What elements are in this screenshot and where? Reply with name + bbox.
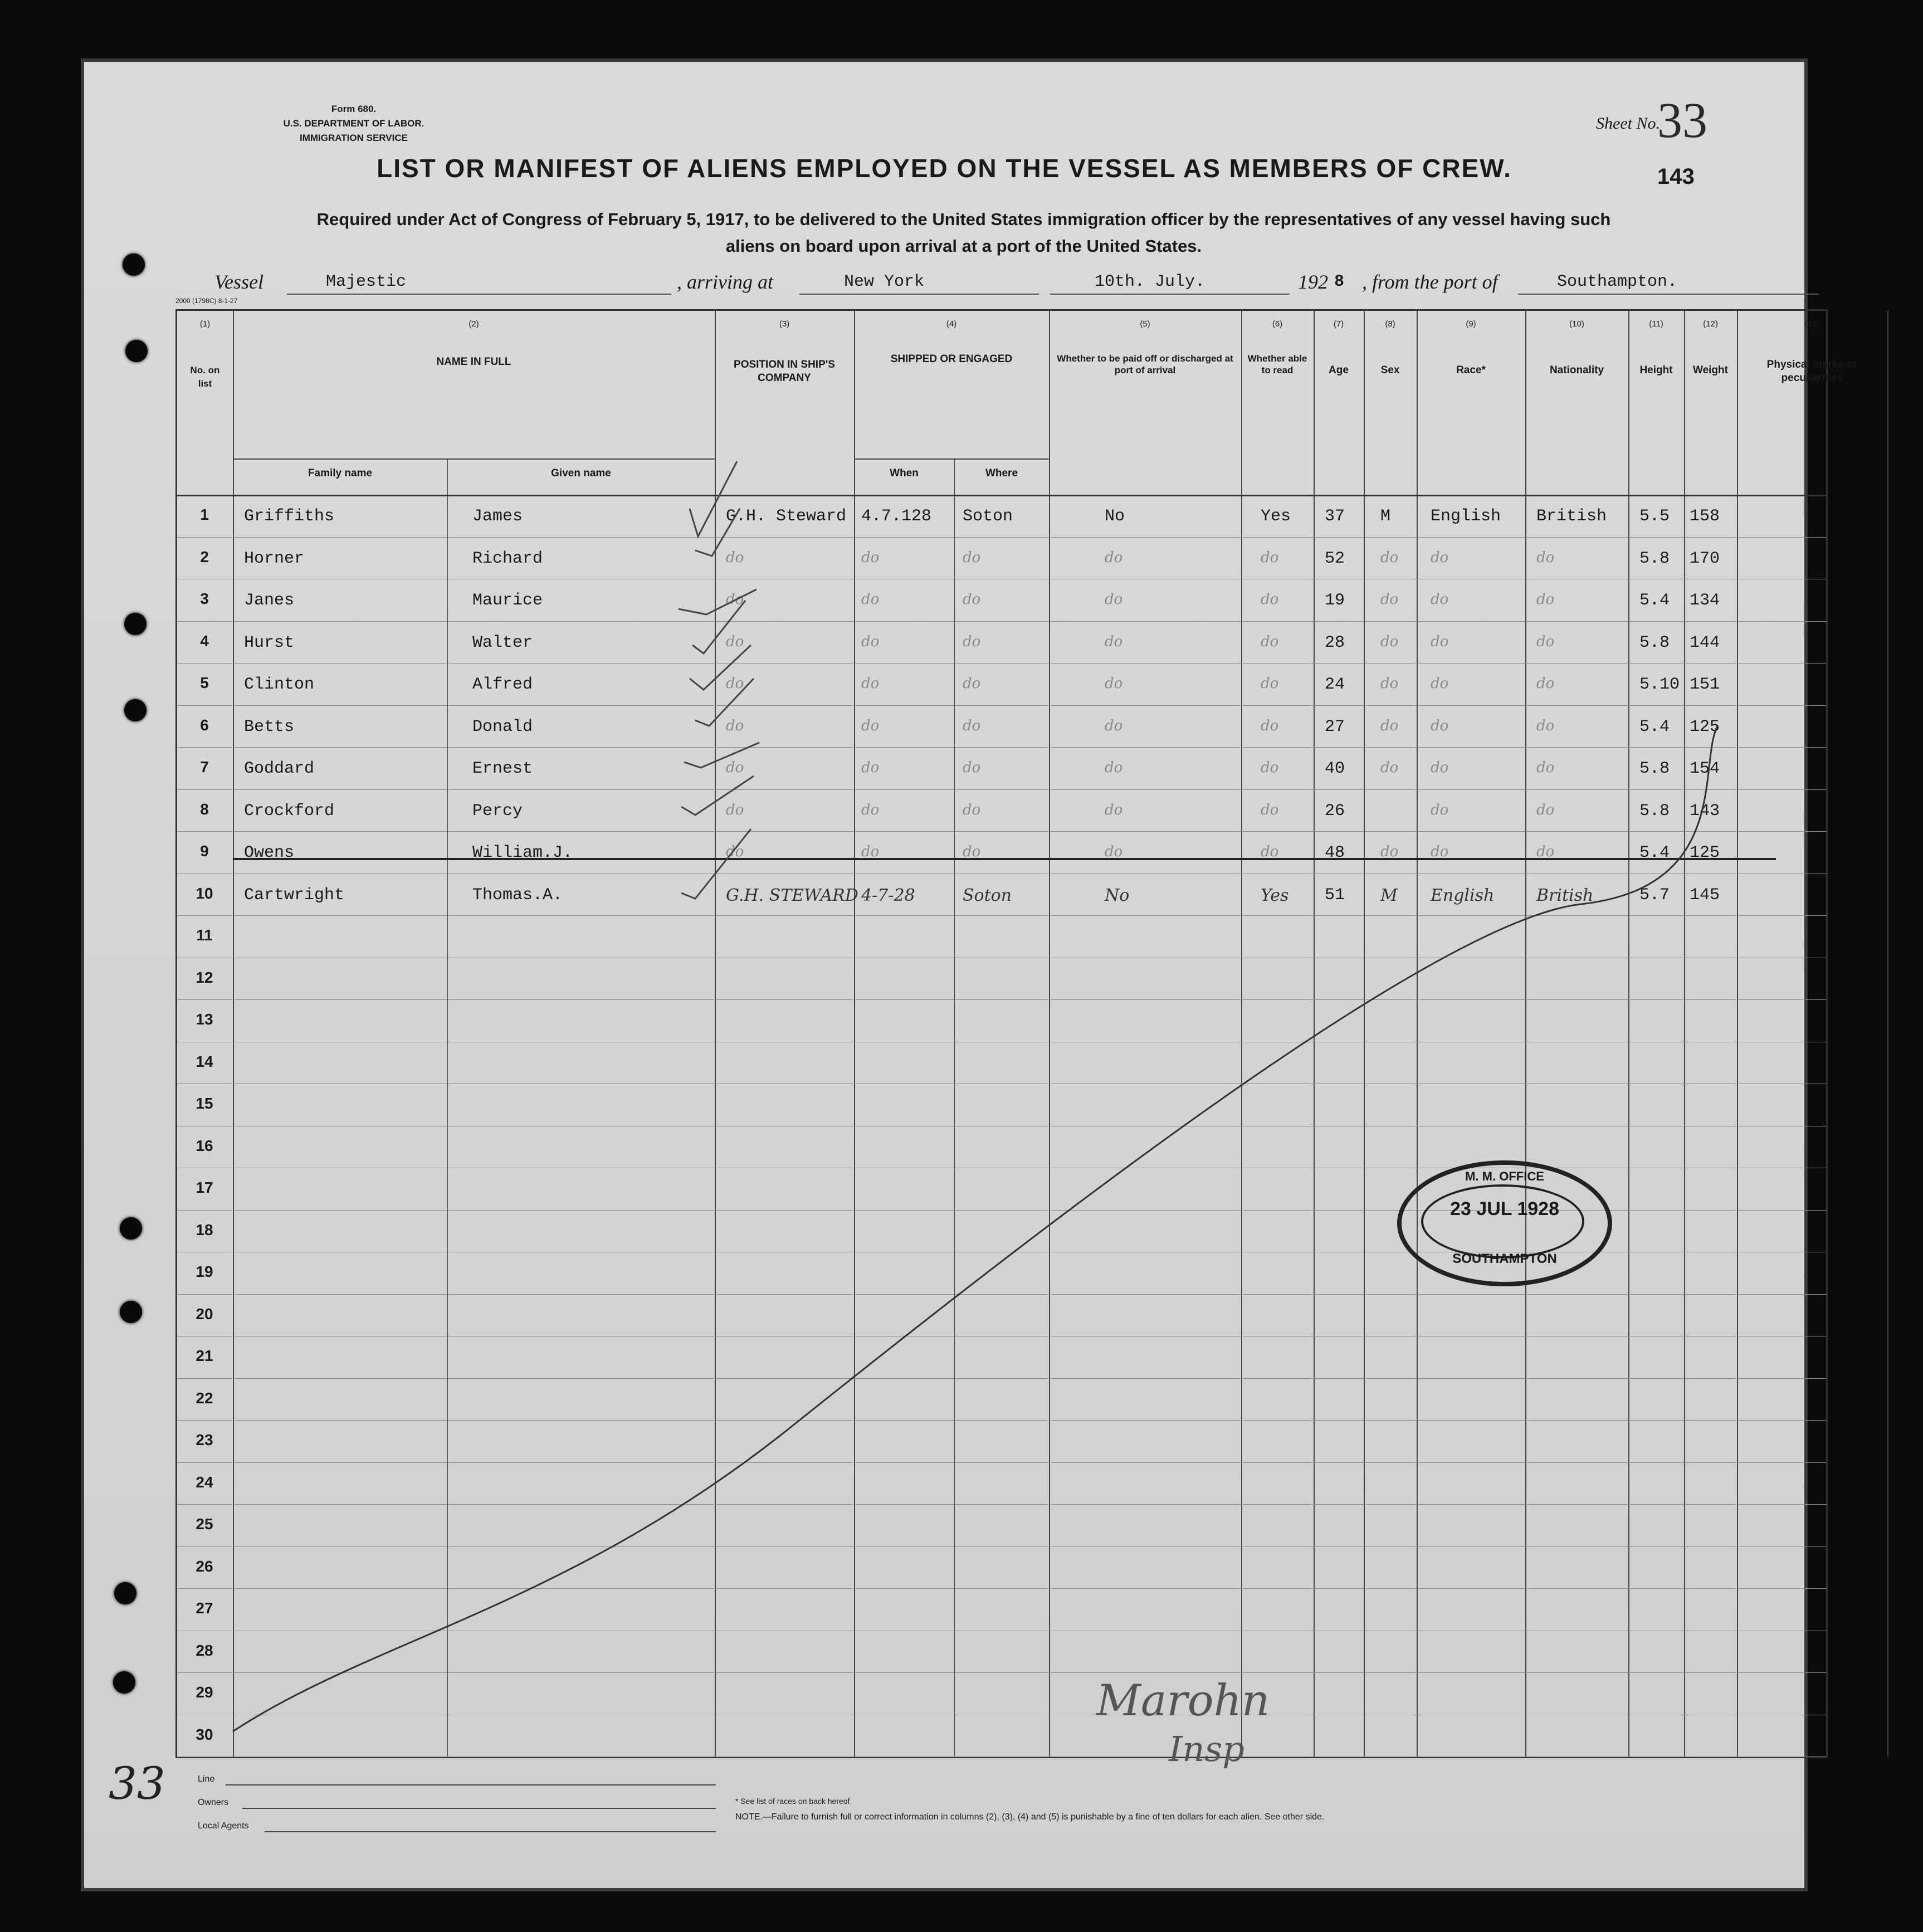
row-number: 4 — [200, 632, 209, 650]
cell-nationality: do — [1536, 633, 1555, 650]
cell-family: Cartwright — [244, 885, 345, 905]
cell-weight: 144 — [1690, 633, 1720, 652]
cell-position: G.H. Steward — [726, 507, 847, 526]
cell-when: do — [861, 717, 880, 734]
punch-hole — [113, 1671, 135, 1694]
col-11-number: (11) — [1649, 319, 1663, 329]
cell-paid-off: do — [1105, 759, 1123, 776]
cell-read: Yes — [1261, 507, 1291, 526]
cell-paid-off: do — [1105, 801, 1123, 818]
service-name: IMMIGRATION SERVICE — [300, 133, 408, 143]
cell-where: do — [963, 633, 981, 650]
vessel-label: Vessel — [214, 271, 263, 293]
row-number: 23 — [196, 1431, 213, 1448]
cell-given: Ernest — [472, 759, 533, 778]
cell-given: James — [472, 507, 523, 526]
cell-sex: do — [1380, 759, 1399, 776]
col-header-position: POSITION IN SHIP'S COMPANY — [734, 359, 835, 384]
cell-family: Clinton — [244, 675, 315, 694]
row-number: 7 — [200, 758, 209, 775]
row-number: 12 — [196, 968, 213, 986]
cell-age: 19 — [1325, 591, 1345, 610]
cell-weight: 151 — [1690, 675, 1720, 694]
punch-hole — [124, 699, 147, 721]
cell-sex: do — [1380, 549, 1399, 566]
cell-position: do — [726, 591, 744, 608]
col-header-given-name: Given name — [551, 467, 611, 479]
stamp-location: SOUTHAMPTON — [1452, 1251, 1557, 1266]
row-number: 11 — [196, 926, 213, 944]
cell-family: Betts — [244, 717, 295, 736]
col-header-where: Where — [985, 467, 1018, 479]
cell-where: Soton — [963, 885, 1012, 905]
cell-given: Maurice — [472, 591, 543, 610]
print-code: 2000 (1798C) 8-1-27 — [175, 297, 238, 305]
punch-hole — [125, 340, 148, 362]
col-10-number: (10) — [1569, 319, 1584, 329]
cell-height: 5.8 — [1639, 801, 1670, 821]
cell-height: 5.4 — [1639, 843, 1670, 862]
col-header-name-in-full: NAME IN FULL — [436, 356, 511, 368]
form-number: Form 680. — [331, 104, 377, 114]
cell-given: Richard — [472, 549, 543, 568]
cell-nationality: do — [1536, 549, 1555, 566]
cell-family: Horner — [244, 549, 305, 568]
cell-position: do — [726, 549, 744, 566]
col-header-shipped: SHIPPED OR ENGAGED — [890, 353, 1013, 365]
col-3-number: (3) — [779, 319, 790, 329]
owners-field — [242, 1808, 716, 1809]
cell-race: do — [1431, 591, 1449, 608]
cell-height: 5.8 — [1639, 549, 1670, 568]
cell-where: do — [963, 717, 981, 734]
punch-hole — [120, 1217, 142, 1240]
cell-weight: 154 — [1690, 759, 1720, 778]
cell-nationality: do — [1536, 717, 1555, 734]
row-number: 17 — [196, 1179, 213, 1196]
punch-hole — [124, 613, 147, 635]
arrival-port: New York — [844, 272, 925, 291]
cell-paid-off: do — [1105, 843, 1123, 860]
departure-port: Southampton. — [1557, 272, 1678, 291]
cell-family: Griffiths — [244, 507, 335, 526]
cell-weight: 134 — [1690, 591, 1720, 610]
line-field — [226, 1784, 716, 1785]
cell-age: 37 — [1325, 507, 1345, 526]
cell-nationality: do — [1536, 759, 1555, 776]
cell-when: do — [861, 675, 880, 692]
row-number: 15 — [196, 1095, 213, 1112]
office-date-stamp — [1397, 1160, 1612, 1286]
cell-when: do — [861, 549, 880, 566]
line-label: Line — [198, 1774, 215, 1784]
col-header-race: Race* — [1456, 364, 1486, 376]
col-header-sex: Sex — [1380, 364, 1400, 376]
cell-nationality: British — [1536, 885, 1594, 905]
cell-weight: 145 — [1690, 885, 1720, 905]
cell-when: do — [861, 801, 880, 818]
row-number: 6 — [200, 716, 209, 734]
cell-position: G.H. STEWARD — [726, 885, 858, 905]
cell-age: 28 — [1325, 633, 1345, 652]
cell-nationality: British — [1536, 507, 1607, 526]
row-number: 27 — [196, 1599, 213, 1617]
cell-read: do — [1261, 633, 1279, 650]
cell-where: do — [963, 843, 981, 860]
cell-family: Goddard — [244, 759, 315, 778]
row-number: 13 — [196, 1011, 213, 1028]
cell-race: do — [1431, 843, 1449, 860]
cell-paid-off: do — [1105, 675, 1123, 692]
row-number: 9 — [200, 842, 209, 860]
cell-when: do — [861, 591, 880, 608]
form-identifier — [209, 102, 499, 145]
cell-height: 5.10 — [1639, 675, 1680, 694]
col-5-number: (5) — [1140, 319, 1150, 329]
department-name: U.S. DEPARTMENT OF LABOR. — [283, 118, 424, 129]
cell-family: Hurst — [244, 633, 295, 652]
cell-age: 48 — [1325, 843, 1345, 862]
row-number: 30 — [196, 1725, 213, 1743]
inspector-signature: Marohn — [1096, 1676, 1270, 1726]
manifest-title: LIST OR MANIFEST OF ALIENS EMPLOYED ON THE VESSEL AS MEMBERS OF CREW. — [377, 154, 1512, 183]
cell-sex: do — [1380, 675, 1399, 692]
cell-sex: do — [1380, 843, 1399, 860]
col-1-number: (1) — [199, 319, 211, 329]
cell-paid-off: do — [1105, 633, 1123, 650]
cell-family: Crockford — [244, 801, 335, 821]
subtitle-line-2: aliens on board upon arrival at a port of the United States. — [725, 236, 1202, 256]
col-header-physical-marks: Physical marks or peculiarities — [1766, 359, 1858, 384]
sheet-number: 33 — [1657, 93, 1707, 148]
cell-age: 51 — [1325, 885, 1345, 905]
cell-race: do — [1431, 759, 1449, 776]
cell-age: 24 — [1325, 675, 1345, 694]
cell-where: do — [963, 591, 981, 608]
row-number: 28 — [196, 1641, 213, 1659]
cell-nationality: do — [1536, 591, 1555, 608]
cell-age: 27 — [1325, 717, 1345, 736]
cell-read: do — [1261, 843, 1279, 860]
cell-race: do — [1431, 633, 1449, 650]
cell-race: do — [1431, 717, 1449, 734]
cell-given: Percy — [472, 801, 523, 821]
col-6-number: (6) — [1272, 319, 1283, 329]
row-number: 20 — [196, 1305, 213, 1323]
cell-family: Owens — [244, 843, 295, 862]
col-header-able-to-read: Whether able to read — [1247, 353, 1307, 375]
cell-sex: M — [1380, 507, 1391, 526]
cell-weight: 125 — [1690, 843, 1720, 862]
row-number: 10 — [196, 884, 213, 902]
cell-race: English — [1431, 507, 1501, 526]
cell-position: do — [726, 759, 744, 776]
row-number: 21 — [196, 1347, 213, 1364]
cell-given: William.J. — [472, 843, 573, 862]
arriving-label: , arriving at — [677, 271, 774, 293]
cell-weight: 170 — [1690, 549, 1720, 568]
cell-read: do — [1261, 801, 1279, 818]
row-number: 22 — [196, 1389, 213, 1407]
cell-where: do — [963, 675, 981, 692]
races-footnote: * See list of races on back hereof. — [735, 1797, 852, 1806]
cell-race: do — [1431, 549, 1449, 566]
cell-position: do — [726, 717, 744, 734]
cell-nationality: do — [1536, 843, 1555, 860]
cell-height: 5.8 — [1639, 633, 1670, 652]
cell-read: do — [1261, 675, 1279, 692]
col-13-number: (13) — [1804, 319, 1820, 329]
row-number: 29 — [196, 1684, 213, 1701]
col-9-number: (9) — [1466, 319, 1476, 329]
stamp-inner-ring — [1421, 1184, 1584, 1258]
handwritten-sheet-number: 33 — [109, 1758, 165, 1809]
cell-given: Thomas.A. — [472, 885, 563, 905]
row-number: 26 — [196, 1557, 213, 1575]
cell-given: Donald — [472, 717, 533, 736]
cell-when: 4-7-28 — [861, 885, 915, 905]
row-number: 2 — [200, 548, 209, 565]
cell-where: do — [963, 759, 981, 776]
cell-race: do — [1431, 801, 1449, 818]
stamp-office: M. M. OFFICE — [1465, 1169, 1544, 1183]
row-number: 3 — [200, 590, 209, 607]
cell-read: do — [1261, 759, 1279, 776]
cell-paid-off: do — [1105, 591, 1123, 608]
cell-race: do — [1431, 675, 1449, 692]
cell-paid-off: do — [1105, 549, 1123, 566]
cell-given: Alfred — [472, 675, 533, 694]
col-12-number: (12) — [1703, 319, 1718, 329]
cell-given: Walter — [472, 633, 533, 652]
col-header-when: When — [890, 467, 919, 479]
cell-position: do — [726, 675, 744, 692]
check-marks — [177, 311, 1826, 1757]
cell-nationality: do — [1536, 801, 1555, 818]
cell-age: 40 — [1325, 759, 1345, 778]
col-4-number: (4) — [946, 319, 957, 329]
cell-height: 5.5 — [1639, 507, 1670, 526]
local-agents-label: Local Agents — [198, 1821, 249, 1831]
cell-sex: do — [1380, 591, 1399, 608]
penalty-note: NOTE.—Failure to furnish full or correct information in columns (2), (3), (4) and (5) is punishable by a fine of ten dollars for each alien. See other side. — [735, 1812, 1325, 1822]
row-number: 24 — [196, 1473, 213, 1491]
row-number: 25 — [196, 1515, 213, 1533]
row-number: 18 — [196, 1221, 213, 1238]
cell-where: Soton — [963, 507, 1013, 526]
cell-position: do — [726, 843, 744, 860]
cell-where: do — [963, 549, 981, 566]
cell-weight: 125 — [1690, 717, 1720, 736]
voyage-details — [214, 265, 1819, 298]
cell-height: 5.8 — [1639, 759, 1670, 778]
manifest-subtitle — [203, 206, 1724, 260]
cell-weight: 143 — [1690, 801, 1720, 821]
local-agents-field — [265, 1831, 716, 1832]
cell-height: 5.7 — [1639, 885, 1670, 905]
vessel-name: Majestic — [326, 272, 407, 291]
cell-age: 26 — [1325, 801, 1345, 821]
cell-position: do — [726, 633, 744, 650]
year-prefix: 192 — [1298, 271, 1328, 293]
from-port-label: , from the port of — [1362, 271, 1498, 293]
cell-paid-off: do — [1105, 717, 1123, 734]
arrival-date: 10th. July. — [1095, 272, 1205, 291]
cell-when: do — [861, 759, 880, 776]
punch-hole — [120, 1301, 142, 1323]
cell-when: do — [861, 633, 880, 650]
cell-family: Janes — [244, 591, 295, 610]
row-number: 16 — [196, 1136, 213, 1154]
year-suffix: 8 — [1334, 272, 1345, 291]
col-2-number: (2) — [468, 319, 479, 329]
col-header-no-on-list: No. on list — [190, 365, 220, 389]
col-header-nationality: Nationality — [1549, 364, 1604, 376]
cell-when: do — [861, 843, 880, 860]
cell-read: do — [1261, 717, 1279, 734]
cell-where: do — [963, 801, 981, 818]
punch-hole — [114, 1582, 136, 1604]
col-header-weight: Weight — [1693, 364, 1728, 376]
cell-when: 4.7.128 — [861, 507, 932, 526]
cell-age: 52 — [1325, 549, 1345, 568]
page-number: 143 — [1657, 164, 1695, 189]
cell-sex: do — [1380, 717, 1399, 734]
crew-table — [175, 309, 1858, 1769]
cell-race: English — [1431, 885, 1495, 905]
cell-sex: M — [1380, 885, 1398, 905]
punch-hole — [123, 253, 145, 276]
row-number: 5 — [200, 674, 209, 691]
sheet-label: Sheet No. — [1596, 114, 1660, 133]
cell-paid-off: No — [1105, 507, 1125, 526]
col-8-number: (8) — [1385, 319, 1395, 329]
stamp-date: 23 JUL 1928 — [1450, 1198, 1559, 1219]
cell-nationality: do — [1536, 675, 1555, 692]
row-number: 14 — [196, 1052, 213, 1070]
cell-sex: do — [1380, 633, 1399, 650]
col-header-family-name: Family name — [308, 467, 373, 479]
inspector-title: Insp — [1169, 1729, 1244, 1769]
col-header-paid-off: Whether to be paid off or discharged at port of arrival — [1057, 353, 1233, 375]
cell-read: Yes — [1261, 885, 1289, 905]
cell-weight: 158 — [1690, 507, 1720, 526]
cell-position: do — [726, 801, 744, 818]
col-7-number: (7) — [1333, 319, 1344, 329]
manifest-sheet — [81, 58, 1858, 1891]
cell-height: 5.4 — [1639, 591, 1670, 610]
col-header-age: Age — [1329, 364, 1349, 376]
owners-label: Owners — [198, 1798, 229, 1807]
col-header-height: Height — [1639, 364, 1673, 376]
row-number: 19 — [196, 1263, 213, 1280]
row-number: 8 — [200, 800, 209, 818]
row-number: 1 — [200, 506, 209, 523]
cell-paid-off: No — [1105, 885, 1130, 905]
cell-height: 5.4 — [1639, 717, 1670, 736]
cell-read: do — [1261, 549, 1279, 566]
cell-read: do — [1261, 591, 1279, 608]
subtitle-line-1: Required under Act of Congress of February 5, 1917, to be delivered to the United States immigration officer by the representatives of any vessel having such — [316, 209, 1611, 229]
